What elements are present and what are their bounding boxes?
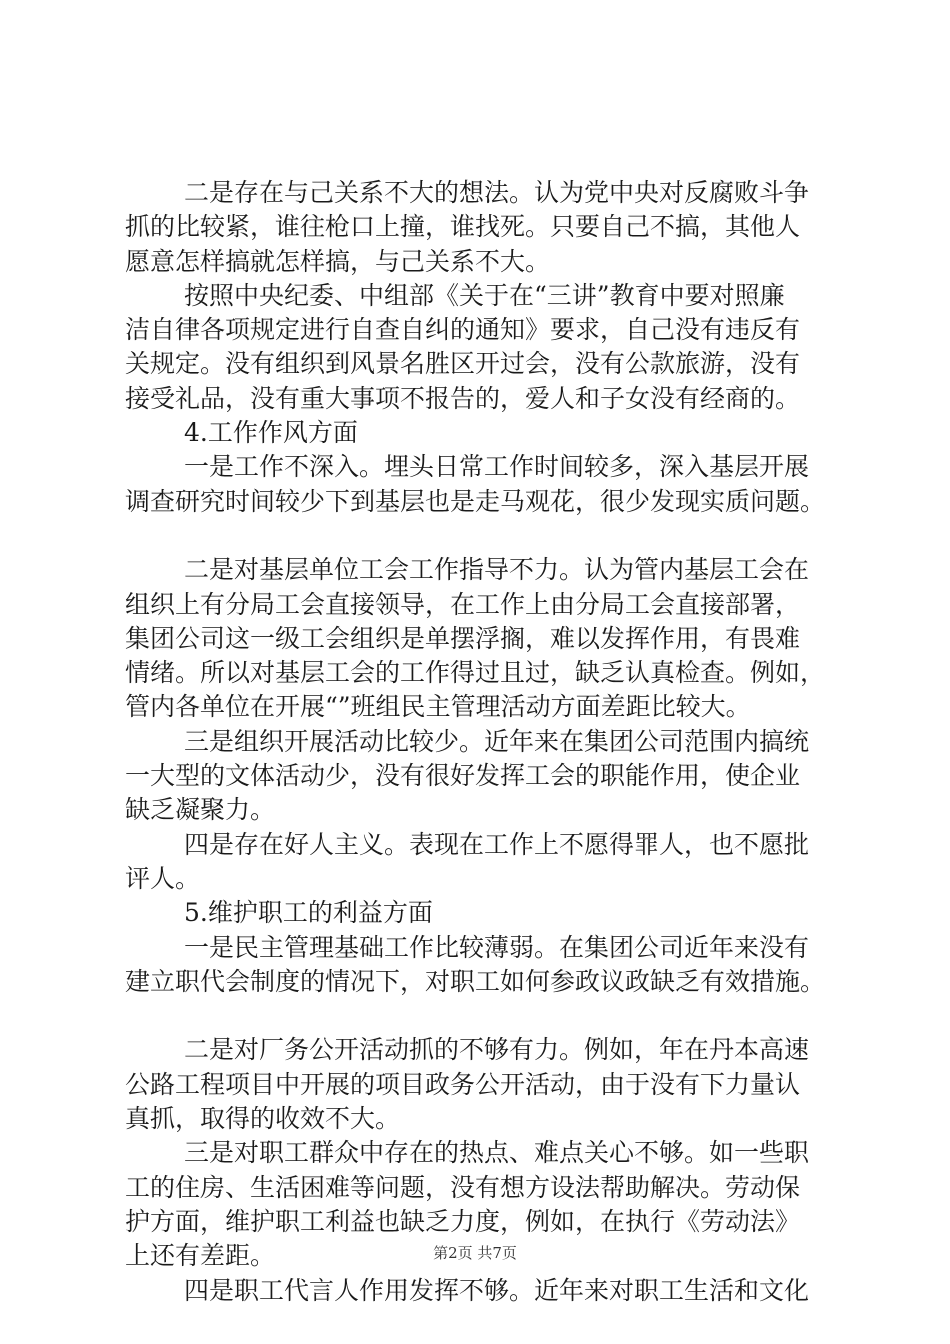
paragraph-gap — [125, 519, 845, 553]
paragraph-line: 洁自律各项规定进行自查自纠的通知》要求，自己没有违反有 — [125, 315, 801, 345]
paragraph-first-line: 一是民主管理基础工作比较薄弱。在集团公司近年来没有 — [184, 932, 810, 962]
paragraph-line: 集团公司这一级工会组织是单摆浮搁，难以发挥作用，有畏难 — [125, 623, 801, 653]
paragraph-first-line: 按照中央纪委、中组部《关于在“三讲”教育中要对照廉 — [184, 280, 785, 310]
paragraph-line: 愿意怎样搞就怎样搞，与己关系不大。 — [125, 246, 551, 276]
paragraph-first-line: 4.工作作风方面 — [184, 418, 358, 448]
paragraph-line: 抓的比较紧，谁往枪口上撞，谁找死。只要自己不搞，其他人 — [125, 212, 801, 242]
paragraph-line: 上还有差距。 — [125, 1241, 276, 1271]
paragraph-line: 评人。 — [125, 863, 201, 893]
paragraph-gap — [125, 999, 845, 1033]
paragraph-first-line: 5.维护职工的利益方面 — [184, 898, 433, 928]
paragraph-first-line: 二是对基层单位工会工作指导不力。认为管内基层工会在 — [184, 555, 810, 585]
paragraph-line: 护方面，维护职工利益也缺乏力度，例如，在执行《劳动法》 — [125, 1206, 801, 1236]
paragraph-line: 关规定。没有组织到风景名胜区开过会，没有公款旅游，没有 — [125, 349, 801, 379]
paragraph-first-line: 四是存在好人主义。表现在工作上不愿得罪人，也不愿批 — [184, 829, 810, 859]
paragraph-first-line: 一是工作不深入。埋头日常工作时间较多，深入基层开展 — [184, 452, 810, 482]
paragraph-first-line: 三是对职工群众中存在的热点、难点关心不够。如一些职 — [184, 1138, 810, 1168]
paragraph-line: 公路工程项目中开展的项目政务公开活动，由于没有下力量认 — [125, 1069, 801, 1099]
paragraph-line: 接受礼品，没有重大事项不报告的，爱人和子女没有经商的。 — [125, 383, 801, 413]
document-body — [125, 176, 845, 1308]
paragraph-line: 调查研究时间较少下到基层也是走马观花，很少发现实质问题。 — [125, 486, 826, 516]
paragraph-first-line: 三是组织开展活动比较少。近年来在集团公司范围内搞统 — [184, 726, 810, 756]
paragraph-first-line: 四是职工代言人作用发挥不够。近年来对职工生活和文化 — [184, 1275, 810, 1305]
paragraph-line: 情绪。所以对基层工会的工作得过且过，缺乏认真检查。例如， — [125, 658, 826, 688]
paragraph-line: 工的住房、生活困难等问题，没有想方设法帮助解决。劳动保 — [125, 1172, 801, 1202]
paragraph-line: 一大型的文体活动少，没有很好发挥工会的职能作用，使企业 — [125, 761, 801, 791]
paragraph-line: 组织上有分局工会直接领导，在工作上由分局工会直接部署， — [125, 589, 801, 619]
paragraph-line: 真抓，取得的收效不大。 — [125, 1104, 401, 1134]
page-footer: 第2页 共7页 — [433, 1244, 517, 1262]
paragraph-line: 缺乏凝聚力。 — [125, 795, 276, 825]
paragraph-first-line: 二是存在与己关系不大的想法。认为党中央对反腐败斗争 — [184, 178, 810, 207]
paragraph-line: 管内各单位在开展“”班组民主管理活动方面差距比较大。 — [125, 692, 751, 722]
paragraph-line: 建立职代会制度的情况下，对职工如何参政议政缺乏有效措施。 — [125, 966, 826, 996]
paragraph-first-line: 二是对厂务公开活动抓的不够有力。例如，年在丹本高速 — [184, 1035, 810, 1065]
